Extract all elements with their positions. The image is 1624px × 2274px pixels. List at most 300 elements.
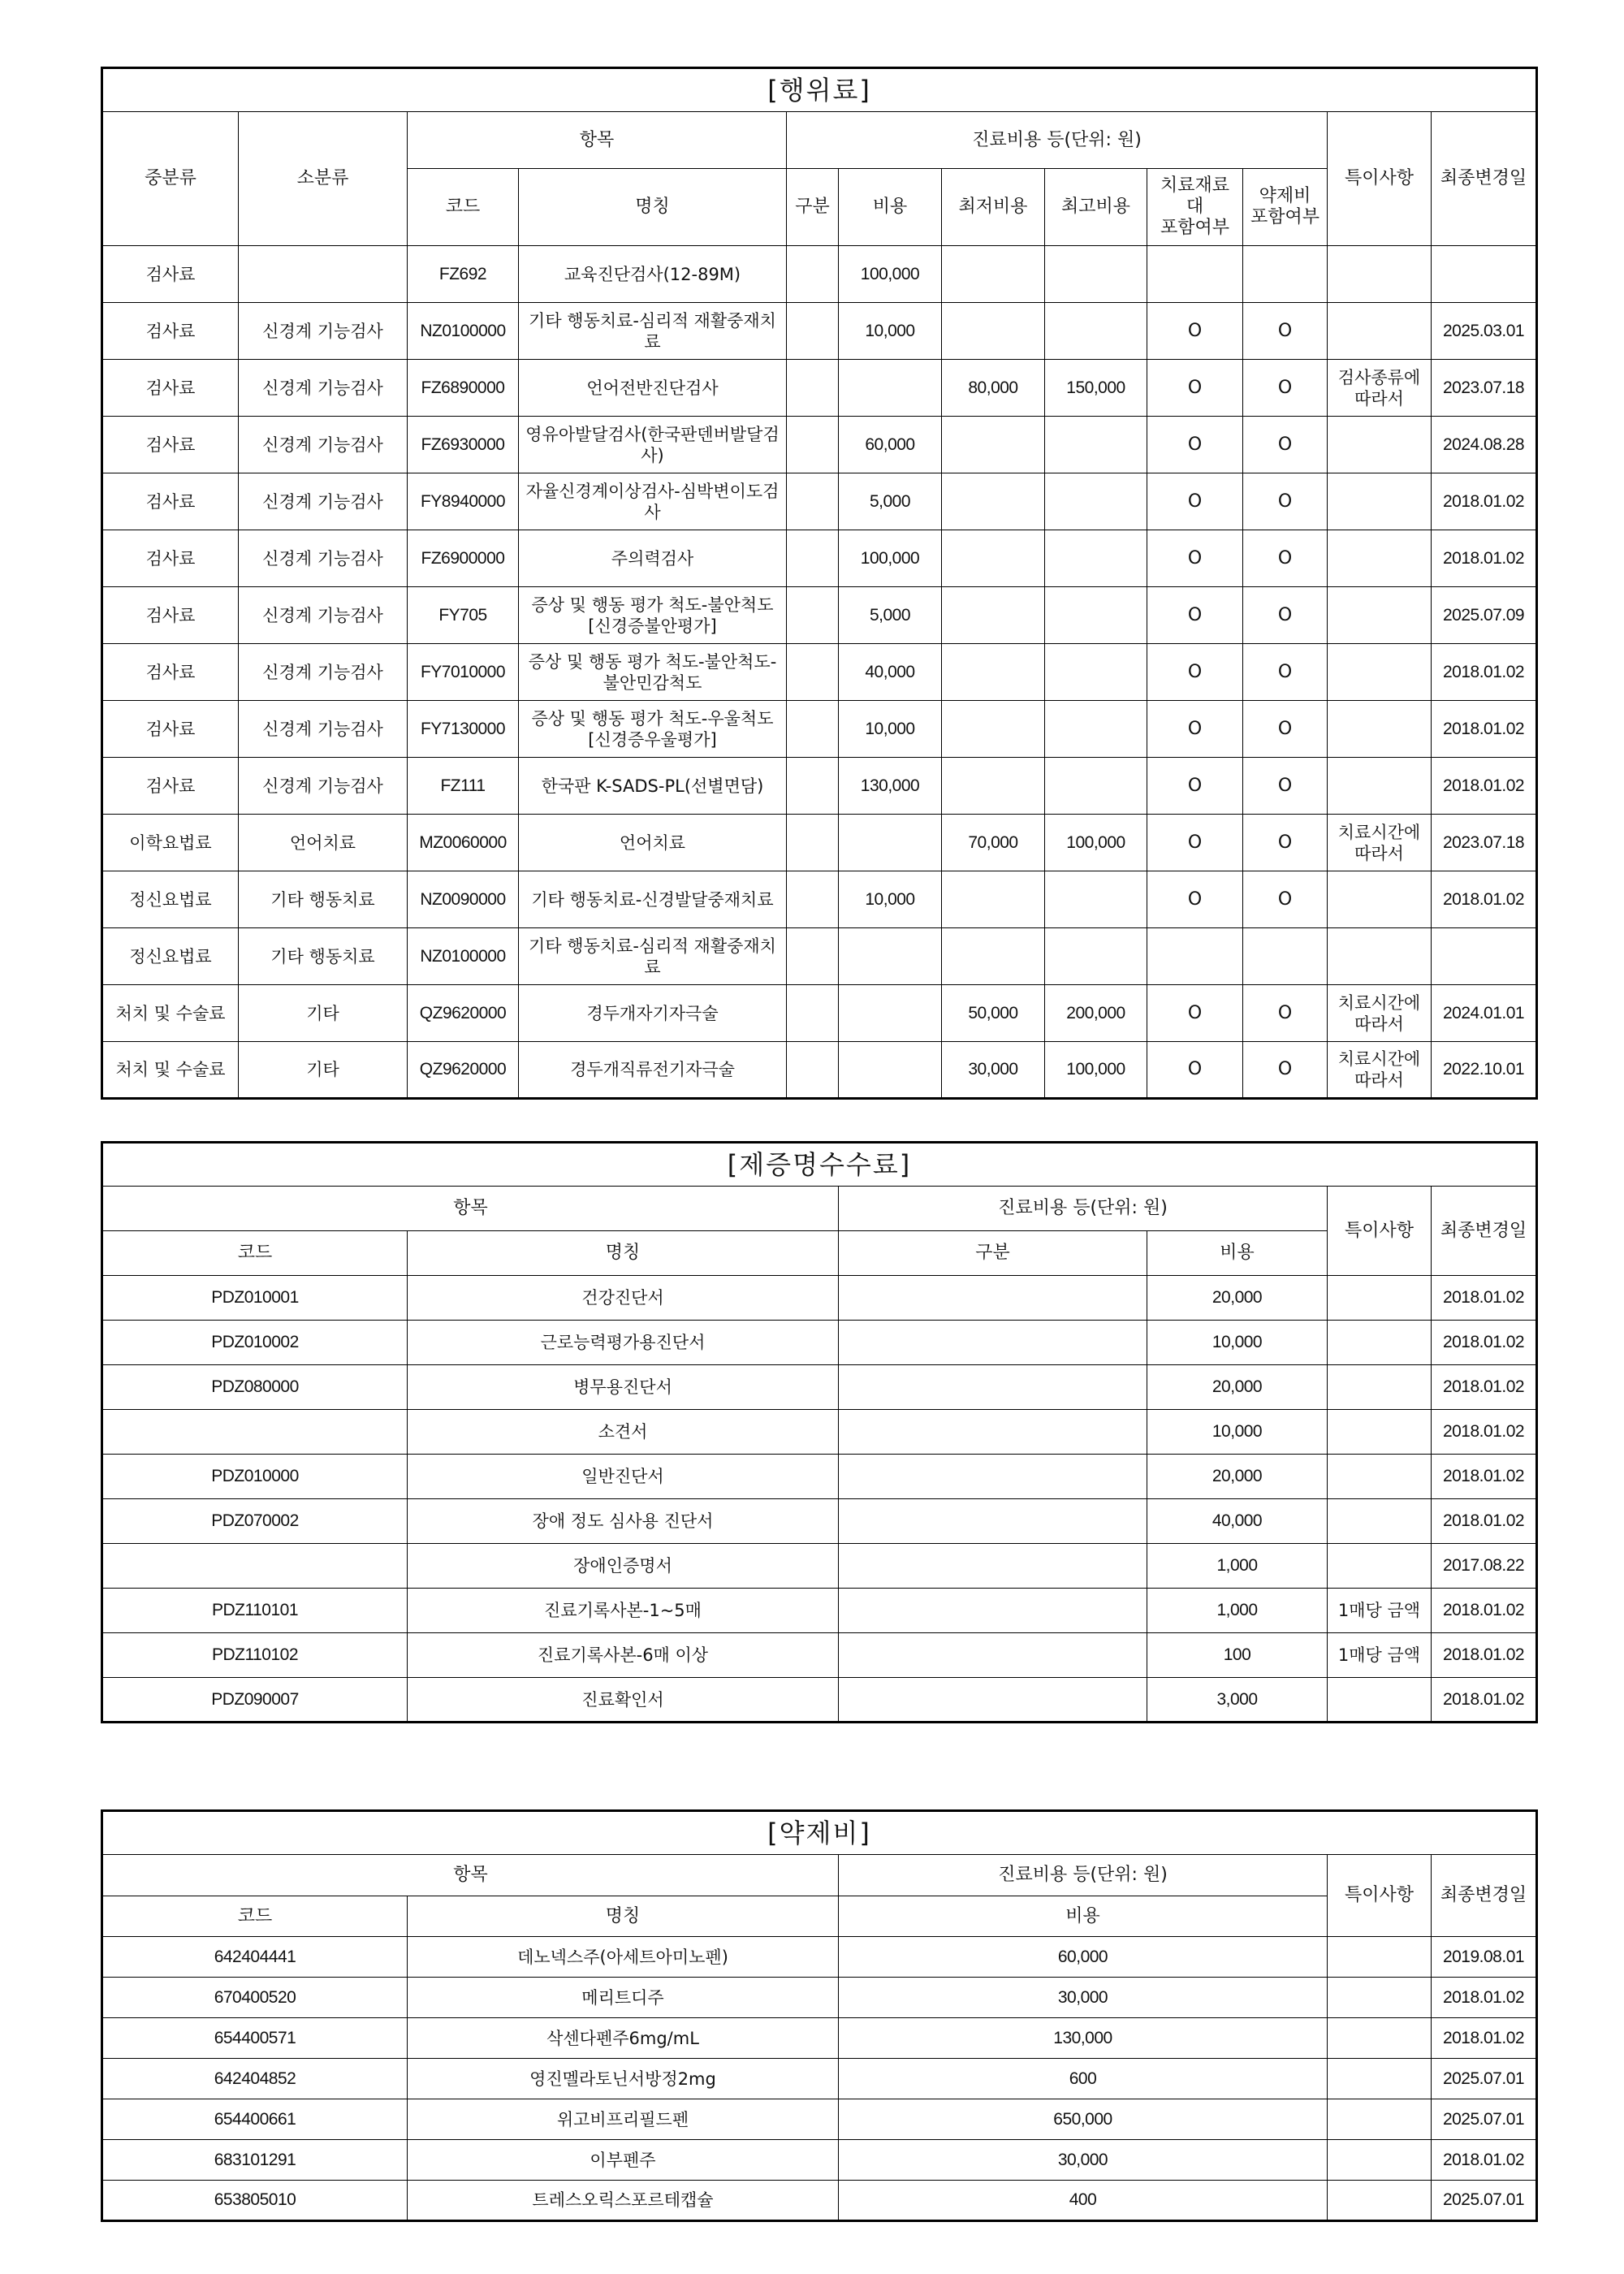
header-material-included: [1147, 169, 1243, 246]
cell-min-cost: [942, 417, 1045, 473]
cell-last-changed: 2017.08.22: [1432, 1544, 1537, 1589]
cell-name: 기타 행동치료-심리적 재활중재치료: [519, 303, 787, 360]
cell-max-cost: [1045, 473, 1147, 530]
cell-remarks: [1328, 1365, 1432, 1410]
cell-name: 장애인증명서: [408, 1544, 839, 1589]
cell-last-changed: 2025.07.01: [1432, 2099, 1537, 2140]
cell-remarks: [1328, 1937, 1432, 1978]
cell-cost: 10,000: [839, 303, 942, 360]
cell-remarks: [1328, 1455, 1432, 1499]
header-line: 포함여부: [1250, 207, 1320, 227]
cell-material-included: O: [1147, 701, 1243, 758]
cell-remarks: [1328, 928, 1432, 985]
cell-division: [839, 1410, 1147, 1455]
cell-division: [839, 1455, 1147, 1499]
cell-sub-category: 신경계 기능검사: [239, 701, 408, 758]
cell-remarks: 1매당 금액: [1328, 1633, 1432, 1678]
cell-division: [787, 417, 839, 473]
cell-min-cost: [942, 587, 1045, 644]
cell-drug-included: O: [1243, 758, 1328, 815]
cell-last-changed: 2018.01.02: [1432, 2018, 1537, 2059]
cell-cost: 5,000: [839, 473, 942, 530]
cell-code: 642404441: [102, 1937, 408, 1978]
cell-name: 교육진단검사(12-89M): [519, 246, 787, 303]
cell-mid-category: 정신요법료: [102, 871, 239, 928]
cell-last-changed: 2018.01.02: [1432, 1455, 1537, 1499]
cell-code: FZ6930000: [408, 417, 519, 473]
cell-sub-category: 기타: [239, 985, 408, 1042]
header-cost-group: 진료비용 등(단위: 원): [787, 112, 1328, 169]
cell-max-cost: [1045, 530, 1147, 587]
cell-mid-category: 검사료: [102, 417, 239, 473]
header-cost: 비용: [839, 169, 942, 246]
cell-cost: 30,000: [839, 1978, 1328, 2018]
table-row: [102, 360, 1537, 417]
table-row: [102, 473, 1537, 530]
cell-sub-category: 신경계 기능검사: [239, 360, 408, 417]
cell-sub-category: 기타 행동치료: [239, 928, 408, 985]
cell-remarks: [1328, 473, 1432, 530]
cell-name: 증상 및 행동 평가 척도-불안척도-불안민감척도: [519, 644, 787, 701]
cell-division: [787, 246, 839, 303]
table-row: [102, 2140, 1537, 2181]
cell-mid-category: 검사료: [102, 758, 239, 815]
cell-last-changed: 2018.01.02: [1432, 1678, 1537, 1723]
header-cost: 비용: [839, 1896, 1328, 1937]
cell-max-cost: [1045, 758, 1147, 815]
cell-material-included: O: [1147, 871, 1243, 928]
cell-cost: 60,000: [839, 1937, 1328, 1978]
header-max-cost: 최고비용: [1045, 169, 1147, 246]
cell-cost: [839, 985, 942, 1042]
table-row: [102, 1365, 1537, 1410]
cell-name: 근로능력평가용진단서: [408, 1321, 839, 1365]
cell-mid-category: 정신요법료: [102, 928, 239, 985]
cell-remarks: [1328, 246, 1432, 303]
header-code: 코드: [408, 169, 519, 246]
cell-remarks: [1328, 1321, 1432, 1365]
cell-code: PDZ110102: [102, 1633, 408, 1678]
cell-cost: 40,000: [1147, 1499, 1328, 1544]
cell-last-changed: 2018.01.02: [1432, 1589, 1537, 1633]
cell-drug-included: O: [1243, 530, 1328, 587]
table-row: [102, 928, 1537, 985]
cell-sub-category: [239, 246, 408, 303]
cell-cost: 1,000: [1147, 1544, 1328, 1589]
cell-cost: 5,000: [839, 587, 942, 644]
cell-division: [839, 1544, 1147, 1589]
cell-division: [839, 1365, 1147, 1410]
cell-name: 삭센다펜주6mg/mL: [408, 2018, 839, 2059]
cell-sub-category: 신경계 기능검사: [239, 473, 408, 530]
cell-cost: 10,000: [839, 871, 942, 928]
cell-code: FZ6900000: [408, 530, 519, 587]
cell-drug-included: O: [1243, 1042, 1328, 1099]
cell-code: 653805010: [102, 2181, 408, 2221]
cell-cost: 20,000: [1147, 1276, 1328, 1321]
cell-mid-category: 처치 및 수술료: [102, 1042, 239, 1099]
cell-mid-category: 검사료: [102, 587, 239, 644]
header-name: 명칭: [519, 169, 787, 246]
cell-remarks: [1328, 1544, 1432, 1589]
cell-last-changed: 2018.01.02: [1432, 871, 1537, 928]
header-division: 구분: [787, 169, 839, 246]
table-row: [102, 985, 1537, 1042]
cell-cost: 30,000: [839, 2140, 1328, 2181]
cell-material-included: O: [1147, 417, 1243, 473]
cell-division: [787, 473, 839, 530]
table-row: [102, 2018, 1537, 2059]
cell-min-cost: [942, 473, 1045, 530]
table-row: [102, 1678, 1537, 1723]
cell-material-included: O: [1147, 815, 1243, 871]
procedure-fees-rows: [102, 246, 1537, 1099]
cell-min-cost: [942, 701, 1045, 758]
cell-division: [839, 1321, 1147, 1365]
header-last-changed: 최종변경일: [1432, 1187, 1537, 1276]
cell-mid-category: 검사료: [102, 530, 239, 587]
cell-division: [787, 928, 839, 985]
cell-code: NZ0100000: [408, 928, 519, 985]
cell-material-included: O: [1147, 758, 1243, 815]
cell-cost: 60,000: [839, 417, 942, 473]
cell-code: 683101291: [102, 2140, 408, 2181]
cell-mid-category: 검사료: [102, 360, 239, 417]
cell-remarks: [1328, 758, 1432, 815]
cell-cost: 10,000: [1147, 1321, 1328, 1365]
drug-fees-table: [101, 1809, 1538, 2222]
cell-last-changed: 2018.01.02: [1432, 530, 1537, 587]
cell-name: 주의력검사: [519, 530, 787, 587]
cell-max-cost: [1045, 928, 1147, 985]
cell-drug-included: O: [1243, 473, 1328, 530]
cell-last-changed: 2025.07.01: [1432, 2181, 1537, 2221]
table-row: [102, 530, 1537, 587]
cell-material-included: O: [1147, 587, 1243, 644]
cell-cost: 3,000: [1147, 1678, 1328, 1723]
cell-last-changed: 2022.10.01: [1432, 1042, 1537, 1099]
cell-code: NZ0100000: [408, 303, 519, 360]
cell-remarks: [1328, 644, 1432, 701]
cell-name: 기타 행동치료-신경발달중재치료: [519, 871, 787, 928]
cell-code: PDZ070002: [102, 1499, 408, 1544]
cell-code: PDZ010001: [102, 1276, 408, 1321]
cell-division: [839, 1499, 1147, 1544]
cell-last-changed: [1432, 246, 1537, 303]
cell-sub-category: 신경계 기능검사: [239, 530, 408, 587]
cell-material-included: O: [1147, 360, 1243, 417]
header-min-cost: 최저비용: [942, 169, 1045, 246]
cell-name: 소견서: [408, 1410, 839, 1455]
cell-cost: 40,000: [839, 644, 942, 701]
cell-name: 이부펜주: [408, 2140, 839, 2181]
cell-min-cost: 50,000: [942, 985, 1045, 1042]
cell-material-included: [1147, 246, 1243, 303]
cell-code: FY8940000: [408, 473, 519, 530]
cell-sub-category: 신경계 기능검사: [239, 587, 408, 644]
cell-cost: 1,000: [1147, 1589, 1328, 1633]
cell-last-changed: 2019.08.01: [1432, 1937, 1537, 1978]
cell-max-cost: [1045, 303, 1147, 360]
table-row: [102, 417, 1537, 473]
cell-last-changed: 2025.07.09: [1432, 587, 1537, 644]
cell-min-cost: [942, 246, 1045, 303]
cell-remarks: [1328, 417, 1432, 473]
cell-code: MZ0060000: [408, 815, 519, 871]
cell-cost: 10,000: [1147, 1410, 1328, 1455]
table-row: [102, 701, 1537, 758]
cell-last-changed: 2018.01.02: [1432, 1365, 1537, 1410]
table-row: [102, 871, 1537, 928]
cell-name: 경두개직류전기자극술: [519, 1042, 787, 1099]
table-row: [102, 2181, 1537, 2221]
cell-last-changed: 2023.07.18: [1432, 815, 1537, 871]
cell-cost: 100,000: [839, 246, 942, 303]
cell-division: [787, 758, 839, 815]
table-row: [102, 1410, 1537, 1455]
cell-name: 일반진단서: [408, 1455, 839, 1499]
cell-name: 자율신경계이상검사-심박변이도검사: [519, 473, 787, 530]
cell-division: [787, 701, 839, 758]
cell-code: FZ692: [408, 246, 519, 303]
cell-code: [102, 1544, 408, 1589]
header-sub-category: 소분류: [239, 112, 408, 246]
table-row: [102, 1321, 1537, 1365]
cell-mid-category: 검사료: [102, 473, 239, 530]
table-row: [102, 1499, 1537, 1544]
cell-drug-included: O: [1243, 303, 1328, 360]
cell-mid-category: 검사료: [102, 701, 239, 758]
cell-material-included: O: [1147, 985, 1243, 1042]
table-row: [102, 2059, 1537, 2099]
cell-code: PDZ080000: [102, 1365, 408, 1410]
cell-name: 진료확인서: [408, 1678, 839, 1723]
header-remarks: 특이사항: [1328, 1187, 1432, 1276]
cell-min-cost: [942, 303, 1045, 360]
cell-drug-included: [1243, 246, 1328, 303]
cell-last-changed: 2025.07.01: [1432, 2059, 1537, 2099]
header-item: 항목: [102, 1187, 839, 1231]
cell-max-cost: 100,000: [1045, 1042, 1147, 1099]
cell-name: 데노넥스주(아세트아미노펜): [408, 1937, 839, 1978]
cell-mid-category: 검사료: [102, 246, 239, 303]
cell-code: QZ9620000: [408, 985, 519, 1042]
drug-fees-rows: [102, 1937, 1537, 2221]
cell-max-cost: [1045, 417, 1147, 473]
cell-last-changed: 2024.01.01: [1432, 985, 1537, 1042]
cell-mid-category: 검사료: [102, 644, 239, 701]
cell-code: 654400661: [102, 2099, 408, 2140]
cell-remarks: [1328, 1410, 1432, 1455]
cell-remarks: 치료시간에 따라서: [1328, 1042, 1432, 1099]
cell-last-changed: 2018.01.02: [1432, 1410, 1537, 1455]
cell-cost: [839, 815, 942, 871]
cell-cost: 100,000: [839, 530, 942, 587]
cell-name: 진료기록사본-1~5매: [408, 1589, 839, 1633]
cell-cost: 600: [839, 2059, 1328, 2099]
cell-name: 경두개자기자극술: [519, 985, 787, 1042]
header-division: 구분: [839, 1231, 1147, 1276]
procedure-fees-table: [101, 67, 1538, 1100]
cell-min-cost: 80,000: [942, 360, 1045, 417]
cell-name: 영유아발달검사(한국판덴버발달검사): [519, 417, 787, 473]
table-row: [102, 2099, 1537, 2140]
cell-name: 언어치료: [519, 815, 787, 871]
cell-material-included: O: [1147, 1042, 1243, 1099]
cell-name: 진료기록사본-6매 이상: [408, 1633, 839, 1678]
certificate-fees-rows: [102, 1276, 1537, 1723]
cell-division: [839, 1678, 1147, 1723]
cell-remarks: 치료시간에 따라서: [1328, 985, 1432, 1042]
header-remarks: 특이사항: [1328, 1855, 1432, 1937]
table-row: [102, 303, 1537, 360]
cell-material-included: O: [1147, 530, 1243, 587]
cell-cost: 130,000: [839, 2018, 1328, 2059]
cell-material-included: O: [1147, 303, 1243, 360]
cell-material-included: [1147, 928, 1243, 985]
cell-last-changed: 2018.01.02: [1432, 1321, 1537, 1365]
cell-material-included: O: [1147, 644, 1243, 701]
cell-division: [787, 871, 839, 928]
header-last-changed: 최종변경일: [1432, 112, 1537, 246]
cell-last-changed: [1432, 928, 1537, 985]
cell-mid-category: 처치 및 수술료: [102, 985, 239, 1042]
cell-max-cost: [1045, 871, 1147, 928]
table-row: [102, 1937, 1537, 1978]
cell-code: PDZ010000: [102, 1455, 408, 1499]
cell-code: PDZ010002: [102, 1321, 408, 1365]
cell-cost: 650,000: [839, 2099, 1328, 2140]
cell-sub-category: 언어치료: [239, 815, 408, 871]
cell-mid-category: 이학요법료: [102, 815, 239, 871]
cell-min-cost: [942, 758, 1045, 815]
cell-remarks: 1매당 금액: [1328, 1589, 1432, 1633]
header-code: 코드: [102, 1896, 408, 1937]
cell-name: 언어전반진단검사: [519, 360, 787, 417]
cell-last-changed: 2018.01.02: [1432, 1978, 1537, 2018]
cell-name: 한국판 K-SADS-PL(선별면담): [519, 758, 787, 815]
cell-max-cost: [1045, 701, 1147, 758]
table-row: [102, 246, 1537, 303]
cell-cost: 100: [1147, 1633, 1328, 1678]
cell-last-changed: 2018.01.02: [1432, 1633, 1537, 1678]
table-row: [102, 1455, 1537, 1499]
cell-code: FY705: [408, 587, 519, 644]
cell-division: [787, 1042, 839, 1099]
header-line: 약제비: [1259, 186, 1311, 206]
cell-cost: [839, 1042, 942, 1099]
cell-min-cost: 70,000: [942, 815, 1045, 871]
table-row: [102, 1633, 1537, 1678]
cell-remarks: [1328, 701, 1432, 758]
cell-sub-category: 기타: [239, 1042, 408, 1099]
cell-division: [839, 1633, 1147, 1678]
header-line: 포함여부: [1160, 218, 1229, 238]
cell-division: [787, 587, 839, 644]
cell-last-changed: 2018.01.02: [1432, 758, 1537, 815]
cell-code: FY7130000: [408, 701, 519, 758]
header-code: 코드: [102, 1231, 408, 1276]
cell-name: 트레스오릭스포르테캡슐: [408, 2181, 839, 2221]
table-title: [제증명수수료]: [102, 1143, 1537, 1187]
cell-code: PDZ090007: [102, 1678, 408, 1723]
cell-last-changed: 2018.01.02: [1432, 701, 1537, 758]
cell-remarks: [1328, 1499, 1432, 1544]
cell-max-cost: [1045, 644, 1147, 701]
header-item: 항목: [102, 1855, 839, 1896]
header-line: 대: [1186, 197, 1204, 217]
certificate-fees-table: [101, 1141, 1538, 1723]
cell-code: NZ0090000: [408, 871, 519, 928]
cell-max-cost: 150,000: [1045, 360, 1147, 417]
cell-name: 건강진단서: [408, 1276, 839, 1321]
cell-code: PDZ110101: [102, 1589, 408, 1633]
table-row: [102, 1978, 1537, 2018]
table-row: [102, 1276, 1537, 1321]
cell-drug-included: O: [1243, 701, 1328, 758]
cell-code: [102, 1410, 408, 1455]
cell-remarks: [1328, 1978, 1432, 2018]
cell-min-cost: [942, 871, 1045, 928]
header-item: 항목: [408, 112, 787, 169]
table-row: [102, 758, 1537, 815]
cell-last-changed: 2023.07.18: [1432, 360, 1537, 417]
cell-last-changed: 2018.01.02: [1432, 644, 1537, 701]
cell-max-cost: [1045, 246, 1147, 303]
table-row: [102, 1042, 1537, 1099]
cell-code: FY7010000: [408, 644, 519, 701]
cell-cost: 130,000: [839, 758, 942, 815]
cell-last-changed: 2024.08.28: [1432, 417, 1537, 473]
cell-cost: 10,000: [839, 701, 942, 758]
cell-division: [787, 360, 839, 417]
cell-code: FZ6890000: [408, 360, 519, 417]
cell-name: 위고비프리필드펜: [408, 2099, 839, 2140]
table-row: [102, 1589, 1537, 1633]
header-cost: 비용: [1147, 1231, 1328, 1276]
header-name: 명칭: [408, 1231, 839, 1276]
cell-drug-included: O: [1243, 587, 1328, 644]
cell-code: FZ111: [408, 758, 519, 815]
cell-last-changed: 2018.01.02: [1432, 473, 1537, 530]
cell-name: 메리트디주: [408, 1978, 839, 2018]
cell-division: [787, 644, 839, 701]
cell-remarks: [1328, 587, 1432, 644]
header-cost-group: 진료비용 등(단위: 원): [839, 1855, 1328, 1896]
cell-name: 증상 및 행동 평가 척도-불안척도[신경증불안평가]: [519, 587, 787, 644]
cell-remarks: [1328, 2140, 1432, 2181]
cell-cost: 20,000: [1147, 1365, 1328, 1410]
cell-min-cost: [942, 644, 1045, 701]
cell-min-cost: 30,000: [942, 1042, 1045, 1099]
header-name: 명칭: [408, 1896, 839, 1937]
cell-code: QZ9620000: [408, 1042, 519, 1099]
cell-remarks: [1328, 2059, 1432, 2099]
table-row: [102, 644, 1537, 701]
header-remarks: 특이사항: [1328, 112, 1432, 246]
cell-remarks: [1328, 2099, 1432, 2140]
cell-name: 영진멜라토닌서방정2mg: [408, 2059, 839, 2099]
table-title: [행위료]: [102, 68, 1537, 112]
cell-remarks: [1328, 303, 1432, 360]
cell-remarks: [1328, 2018, 1432, 2059]
cell-division: [787, 985, 839, 1042]
cell-max-cost: [1045, 587, 1147, 644]
cell-min-cost: [942, 928, 1045, 985]
cell-drug-included: O: [1243, 985, 1328, 1042]
cell-remarks: 치료시간에 따라서: [1328, 815, 1432, 871]
cell-drug-included: [1243, 928, 1328, 985]
